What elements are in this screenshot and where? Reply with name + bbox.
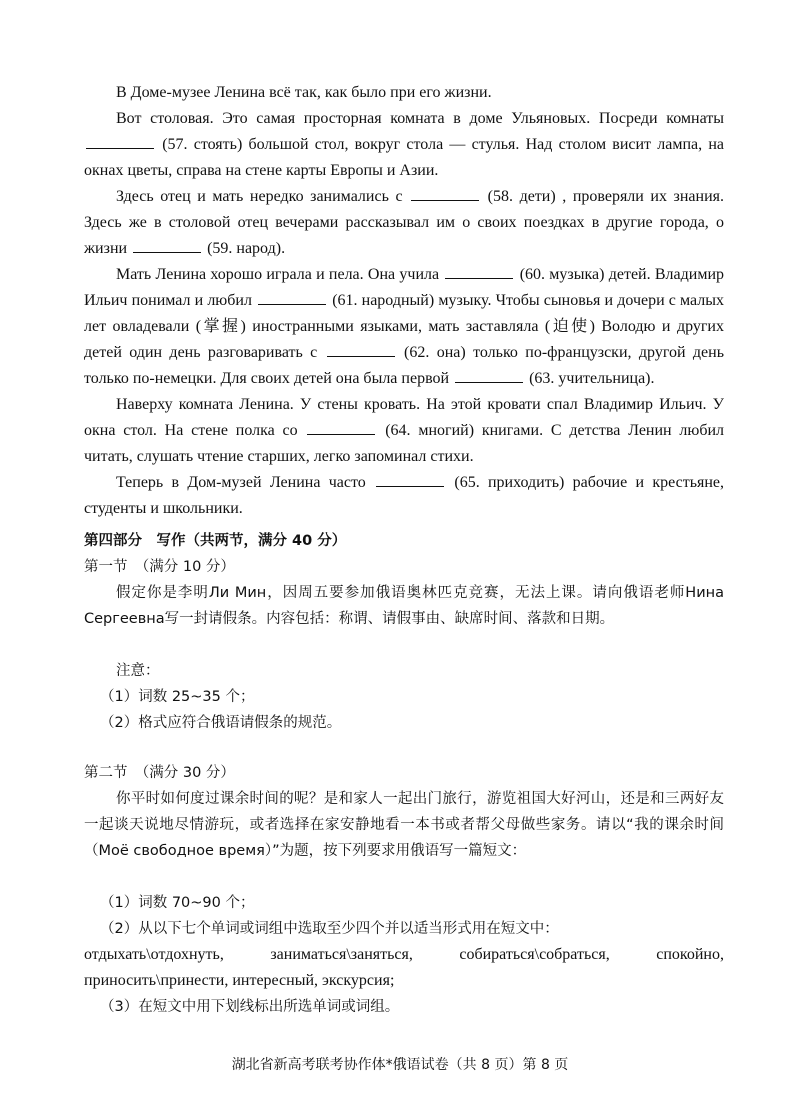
answer-blank-62[interactable] (327, 342, 395, 357)
answer-blank-60[interactable] (445, 264, 513, 279)
reading-paragraph-1: В Доме-музее Ленина всё так, как было при его жизни. (116, 84, 492, 101)
part4-heading: 第四部分 写作（共两节，满分 40 分） (84, 533, 347, 549)
answer-blank-59[interactable] (133, 238, 201, 253)
section1-requirement-1: （1）词数 25~35 个； (100, 689, 255, 705)
section1-heading: 第一节 （满分 10 分） (84, 559, 235, 575)
section2-requirement-3: （3）在短文中用下划线标出所选单词或词组。 (100, 999, 400, 1015)
reading-paragraph-4: Мать Ленина хорошо играла и пела. Она учила (60. музыка) детей. Владимир Ильич понимал и любил (61. народный) музыку. Чтобы сыновья и дочери с малых лет овладевали (掌握) иностранными языками, мать заставляла (迫使) Володю и других детей один день разговаривать с (62. она) только по-французски, другой день только по-немецки. Для своих детей она была первой (63. учительница). (84, 266, 725, 387)
section2-heading: 第二节 （满分 30 分） (84, 765, 235, 781)
answer-blank-65[interactable] (376, 472, 444, 487)
reading-paragraph-6: Теперь в Дом-музей Ленина часто (65. приходить) рабочие и крестьяне, студенты и школьники. (84, 474, 725, 517)
section2-task: 你平时如何度过课余时间的呢？是和家人一起出门旅行，游览祖国大好河山，还是和三两好友一起谈天说地尽情游玩，或者选择在家安静地看一本书或者帮父母做些家务。请以“我的课余时间（Моё свободное время）”为题，按下列要求用俄语写一篇短文： (84, 791, 724, 859)
section2-requirement-2: （2）从以下七个单词或词组中选取至少四个并以适当形式用在短文中： (100, 921, 559, 937)
section1-requirement-2: （2）格式应符合俄语请假条的规范。 (100, 715, 342, 731)
reading-paragraph-5: Наверху комната Ленина. У стены кровать. На этой кровати спал Владимир Ильич. У окна стол. На стене полка со (64. многий) книгами. С детства Ленин любил читать, слушать чтение старших, легко запоминал стихи. (84, 396, 725, 465)
section2-requirement-1: （1）词数 70~90 个； (100, 895, 255, 911)
answer-blank-57[interactable] (86, 134, 154, 149)
answer-blank-58[interactable] (411, 186, 479, 201)
answer-blank-64[interactable] (307, 420, 375, 435)
reading-paragraph-3: Здесь отец и мать нередко занимались с (58. дети) , проверяли их знания. Здесь же в столовой отец вечерами рассказывал им о своих поездках в другие города, о жизни (59. народ). (84, 188, 724, 257)
answer-blank-63[interactable] (455, 368, 523, 383)
section1-task: 假定你是李明Ли Мин，因周五要参加俄语奥林匹克竞赛，无法上课。请向俄语老师Нина Сергеевна写一封请假条。内容包括：称谓、请假事由、缺席时间、落款和日期。 (84, 585, 724, 627)
page-footer: 湖北省新高考联考协作体*俄语试卷（共 8 页）第 8 页 (231, 1057, 569, 1073)
section1-note: 注意： (116, 663, 160, 679)
answer-blank-61[interactable] (258, 290, 326, 305)
reading-paragraph-2: Вот столовая. Это самая просторная комната в доме Ульяновых. Посреди комнаты (57. стоять) большой стол, вокруг стола — стулья. Над столом висит лампа, на окнах цветы, справа на стене карты Европы и Азии. (84, 110, 724, 179)
section2-word-list: отдыхать\отдохнуть, заниматься\заняться, собираться\собраться, спокойно, приносить\принести, интересный, экскурсия; (84, 946, 724, 989)
